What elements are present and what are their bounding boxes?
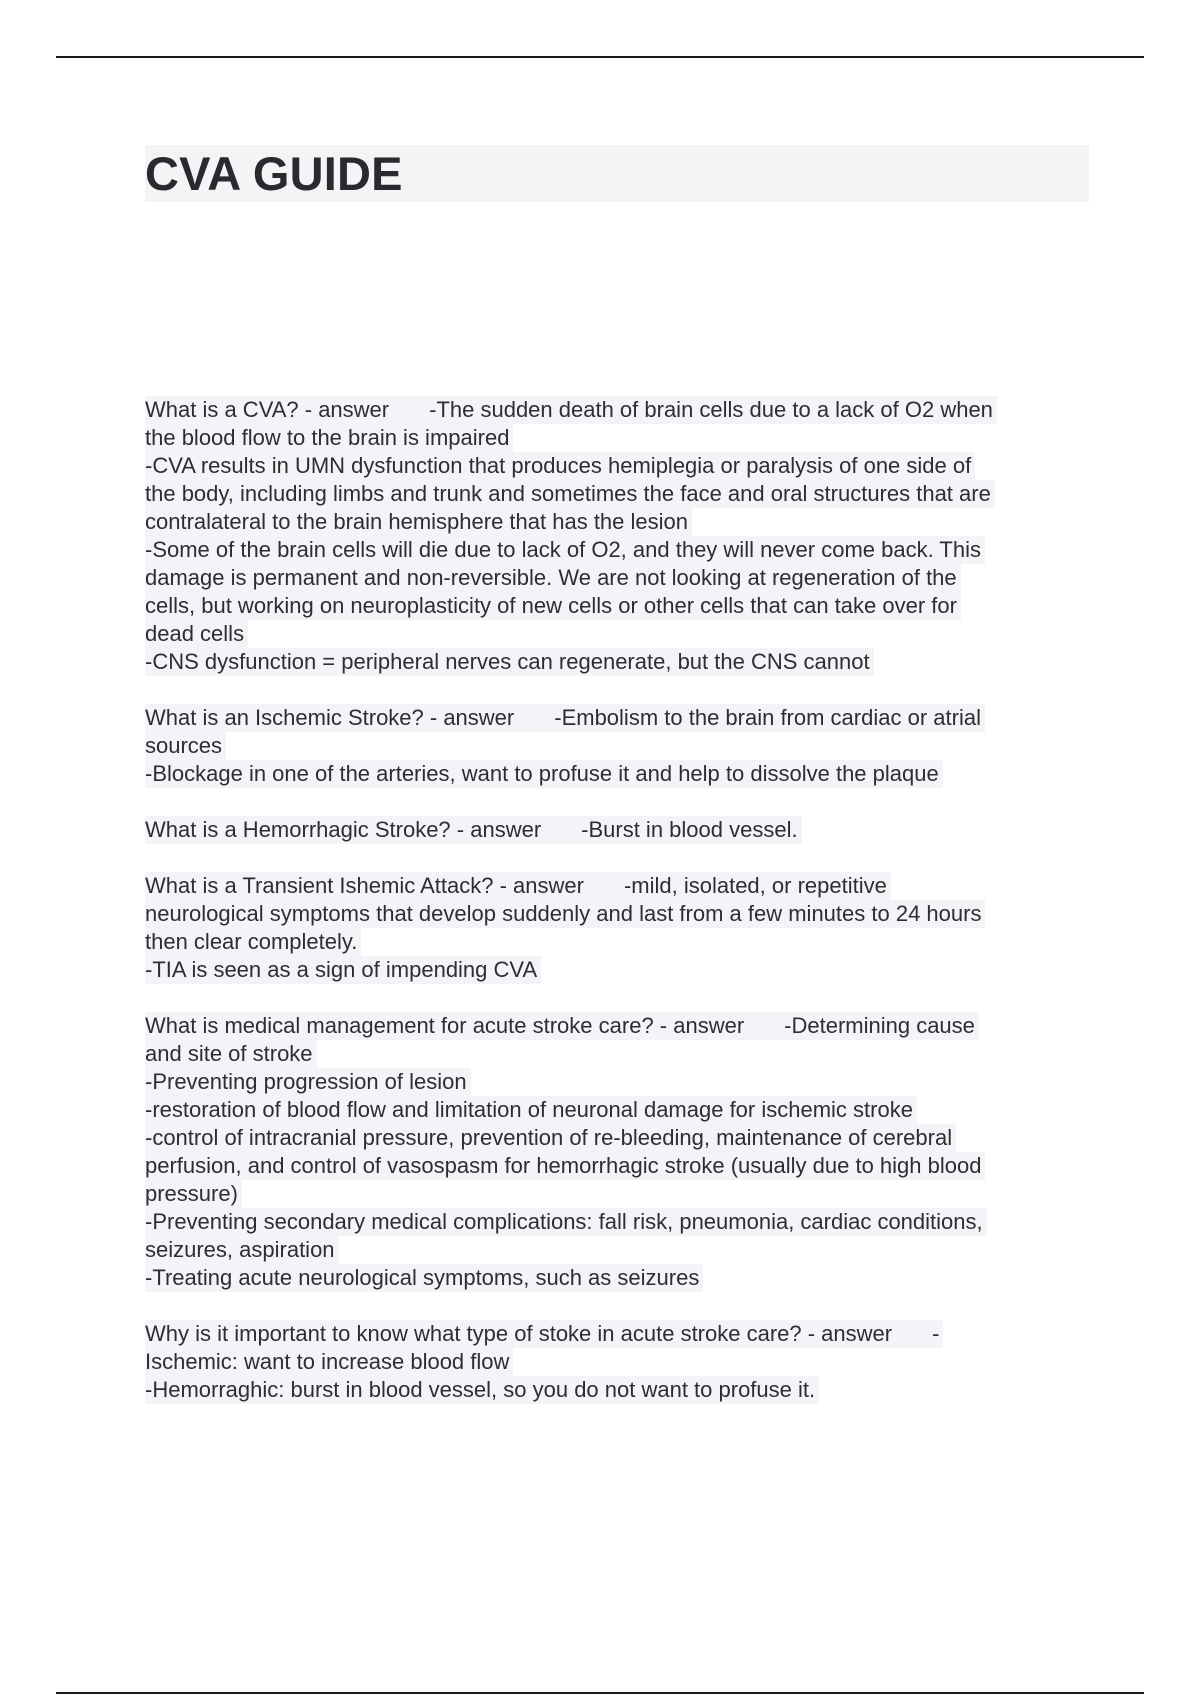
answer-line: the body, including limbs and trunk and sometimes the face and oral structures that are: [145, 480, 995, 508]
answer-text: -The sudden death of brain cells due to a lack of O2 when: [429, 397, 993, 422]
answer-text: -Embolism to the brain from cardiac or atrial: [554, 705, 981, 730]
answer-line: -Preventing secondary medical complications: fall risk, pneumonia, cardiac conditions,: [145, 1208, 987, 1236]
answer-line: perfusion, and control of vasospasm for hemorrhagic stroke (usually due to high blood: [145, 1152, 985, 1180]
answer-line: seizures, aspiration: [145, 1236, 339, 1264]
question-text: What is a Transient Ishemic Attack? - answer: [145, 873, 584, 898]
answer-line: -restoration of blood flow and limitation of neuronal damage for ischemic stroke: [145, 1096, 917, 1124]
qa-content: [145, 396, 1085, 1432]
qa-line: [145, 872, 891, 900]
answer-line: Ischemic: want to increase blood flow: [145, 1348, 513, 1376]
answer-line: then clear completely.: [145, 928, 361, 956]
title-banner: [145, 145, 1089, 202]
qa-item-ischemic-stroke: [145, 704, 1085, 788]
question-text: Why is it important to know what type of stoke in acute stroke care? - answer: [145, 1321, 893, 1346]
answer-line: contralateral to the brain hemisphere that has the lesion: [145, 508, 692, 536]
answer-text: -mild, isolated, or repetitive: [623, 873, 887, 898]
answer-line: dead cells: [145, 620, 248, 648]
answer-line: -CNS dysfunction = peripheral nerves can regenerate, but the CNS cannot: [145, 648, 874, 676]
qa-line: [145, 1012, 979, 1040]
answer-line: -TIA is seen as a sign of impending CVA: [145, 956, 541, 984]
question-text: What is an Ischemic Stroke? - answer: [145, 705, 515, 730]
qa-line: [145, 816, 802, 844]
answer-line: cells, but working on neuroplasticity of new cells or other cells that can take over for: [145, 592, 961, 620]
answer-line: damage is permanent and non-reversible. We are not looking at regeneration of the: [145, 564, 961, 592]
qa-item-medical-management: [145, 1012, 1085, 1292]
question-text: What is a Hemorrhagic Stroke? - answer: [145, 817, 542, 842]
answer-line: -control of intracranial pressure, prevention of re-bleeding, maintenance of cerebral: [145, 1124, 956, 1152]
answer-text: -Determining cause: [784, 1013, 975, 1038]
answer-line: -Blockage in one of the arteries, want to profuse it and help to dissolve the plaque: [145, 760, 943, 788]
bottom-rule: [56, 1692, 1144, 1694]
answer-text: -Burst in blood vessel.: [581, 817, 798, 842]
qa-item-stroke-type-importance: [145, 1320, 1085, 1404]
qa-line: [145, 396, 997, 424]
answer-line: the blood flow to the brain is impaired: [145, 424, 513, 452]
qa-item-hemorrhagic-stroke: [145, 816, 1085, 844]
answer-line: -Some of the brain cells will die due to lack of O2, and they will never come back. This: [145, 536, 985, 564]
answer-line: -Preventing progression of lesion: [145, 1068, 471, 1096]
answer-line: and site of stroke: [145, 1040, 317, 1068]
answer-line: -Treating acute neurological symptoms, such as seizures: [145, 1264, 703, 1292]
answer-text: -: [932, 1321, 940, 1346]
answer-line: neurological symptoms that develop suddenly and last from a few minutes to 24 hours: [145, 900, 985, 928]
top-rule: [56, 56, 1144, 58]
answer-line: sources: [145, 732, 226, 760]
answer-line: -Hemorraghic: burst in blood vessel, so you do not want to profuse it.: [145, 1376, 819, 1404]
page-title: CVA GUIDE: [145, 147, 403, 200]
question-text: What is medical management for acute stroke care? - answer: [145, 1013, 745, 1038]
answer-line: -CVA results in UMN dysfunction that produces hemiplegia or paralysis of one side of: [145, 452, 975, 480]
qa-line: [145, 1320, 943, 1348]
qa-line: [145, 704, 985, 732]
question-text: What is a CVA? - answer: [145, 397, 390, 422]
answer-line: pressure): [145, 1180, 242, 1208]
qa-item-tia: [145, 872, 1085, 984]
qa-item-cva: [145, 396, 1085, 676]
